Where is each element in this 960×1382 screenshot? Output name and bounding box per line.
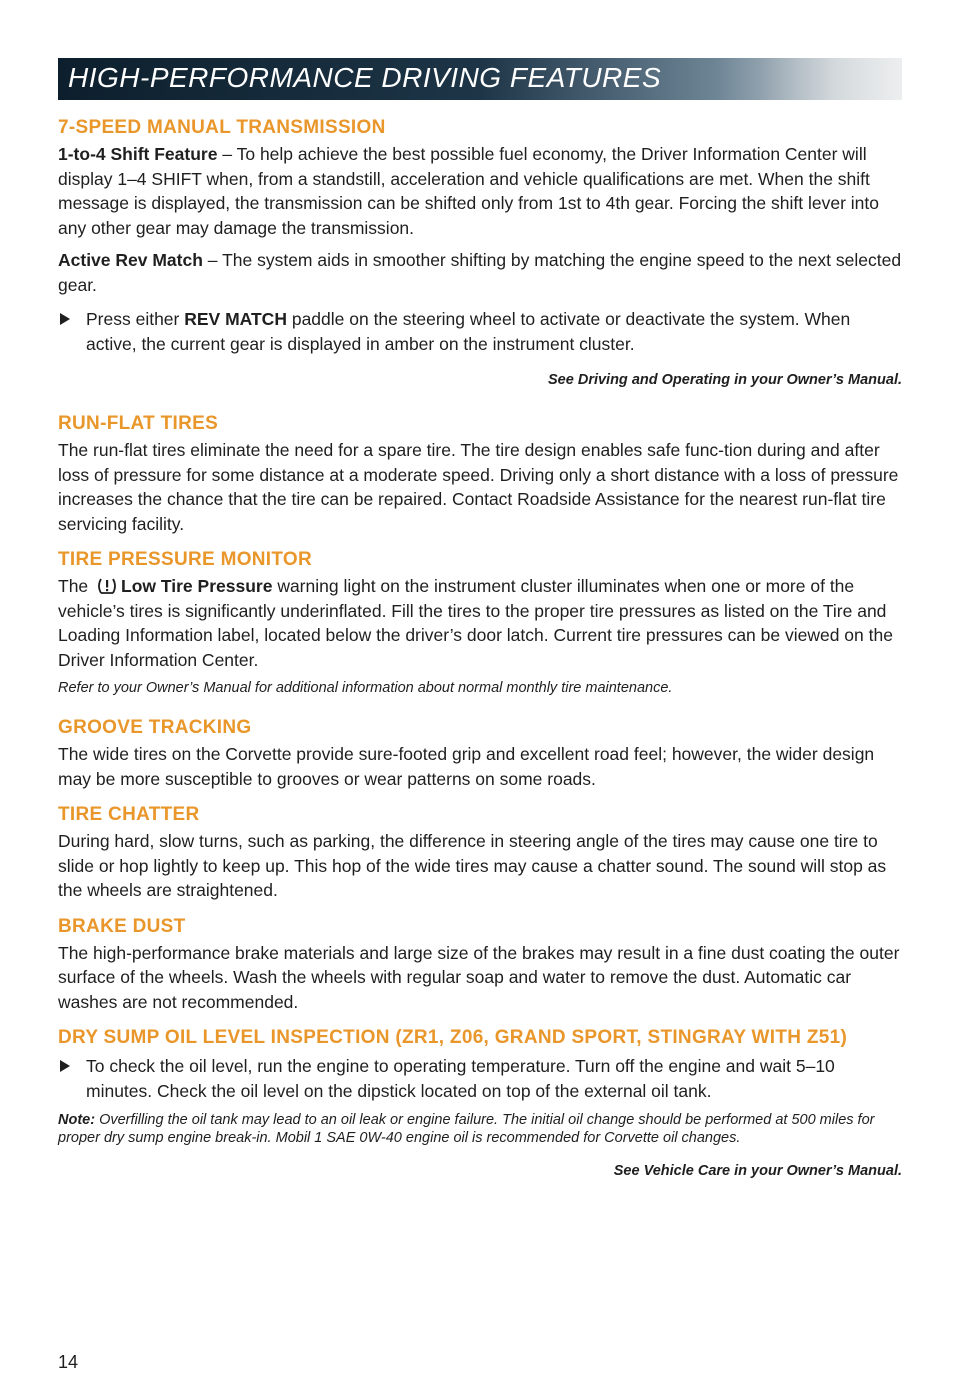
manual-transmission-heading: 7-SPEED MANUAL TRANSMISSION bbox=[58, 117, 386, 138]
run-flat-section bbox=[58, 412, 902, 536]
tire-chatter-text: During hard, slow turns, such as parking, the difference in steering angle of the tires may cause one tire to slide or hop lightly to keep up. This hop of the wide tires may cause a chatter sound. The sound will stop as the wheels are straightened. bbox=[58, 831, 887, 900]
bullet-arrow-icon bbox=[60, 313, 70, 325]
tire-pressure-section bbox=[58, 548, 902, 698]
oil-note-text: Overﬁlling the oil tank may lead to an oil leak or engine failure. The initial oil change should be performed at 500 miles for proper dry sump engine break-in. Mobil 1 SAE 0W-40 engine oil is recommended for Corvette oil changes. bbox=[58, 1112, 875, 1146]
rev-match-bullet-post: paddle on the steering wheel to activate or deactivate the system. When active, the current gear is displayed in amber on the instrument cluster. bbox=[86, 309, 851, 354]
oil-note-label: Note: bbox=[58, 1112, 96, 1128]
rev-match-bullet-term: REV MATCH bbox=[184, 309, 287, 329]
rev-match-bullet-pre: Press either bbox=[86, 309, 185, 329]
groove-tracking-heading: GROOVE TRACKING bbox=[58, 717, 252, 738]
shift-feature-text: – To help achieve the best possible fuel economy, the Driver Information Center will display 1–4 SHIFT when, from a standstill, acceleration and vehicle qualiﬁcations are met. When the shift message is displayed, the transmission can be shifted only from 1st to 4th gear. Forcing the shift lever into any other gear may damage the transmission. bbox=[58, 144, 879, 238]
shift-feature-paragraph bbox=[58, 142, 902, 240]
tire-chatter-section bbox=[58, 803, 902, 903]
bullet-arrow-icon bbox=[60, 1060, 70, 1072]
banner-title: HIGH-PERFORMANCE DRIVING FEATURES bbox=[68, 62, 662, 93]
low-tire-pressure-icon bbox=[96, 577, 118, 595]
dry-sump-bullet bbox=[58, 1054, 902, 1103]
dry-sump-section bbox=[58, 1026, 902, 1181]
run-flat-text: The run-ﬂat tires eliminate the need for a spare tire. The tire design enables safe func-tion during and after loss of pressure for some distance at a moderate speed. Driving only a short distance with a loss of pressure increases the chance that the tire can be repaired. Contact Roadside Assistance for the nearest run-ﬂat tire servicing facility. bbox=[58, 440, 899, 534]
rev-match-paragraph bbox=[58, 248, 902, 297]
tire-pressure-paragraph bbox=[58, 574, 902, 672]
rev-match-text: – The system aids in smoother shifting by matching the engine speed to the next selected gear. bbox=[58, 250, 902, 295]
dry-sump-bullet-text: To check the oil level, run the engine to operating temperature. Turn off the engine and wait 5–10 minutes. Check the oil level on the dipstick located on top of the external oil tank. bbox=[86, 1056, 835, 1101]
brake-dust-heading: BRAKE DUST bbox=[58, 915, 186, 937]
run-flat-heading: RUN-FLAT TIRES bbox=[58, 413, 219, 434]
rev-match-term: Active Rev Match bbox=[58, 250, 203, 270]
section-banner bbox=[58, 58, 902, 100]
rev-match-bullet bbox=[58, 307, 902, 356]
groove-tracking-text: The wide tires on the Corvette provide sure-footed grip and excellent road feel; however, the wider design may be more susceptible to grooves or wear patterns on some roads. bbox=[58, 744, 875, 789]
page-number: 14 bbox=[58, 1352, 79, 1372]
tire-pressure-pre: The bbox=[58, 576, 94, 596]
groove-tracking-section bbox=[58, 716, 902, 791]
oil-note bbox=[58, 1111, 902, 1147]
driving-operating-reference: See Driving and Operating in your Owner’s Manual. bbox=[548, 372, 902, 388]
tire-pressure-post: warning light on the instrument cluster illuminates when one or more of the vehicle’s tires is signiﬁcantly underinﬂated. Fill the tires to the proper tire pressures as listed on the Tire and Loading Information label, located below the driver’s door latch. Current tire pressures can be viewed on the Driver Information Center. bbox=[58, 576, 893, 670]
tire-pressure-term: Low Tire Pressure bbox=[121, 576, 273, 596]
manual-transmission-section bbox=[58, 116, 902, 390]
vehicle-care-reference: See Vehicle Care in your Owner’s Manual. bbox=[613, 1163, 902, 1179]
brake-dust-text: The high-performance brake materials and large size of the brakes may result in a ﬁne dust coating the outer surface of the wheels. Wash the wheels with regular soap and water to remove the dust. Automatic car washes are not recommended. bbox=[58, 942, 900, 1012]
tire-maintenance-reference: Refer to your Owner’s Manual for additional information about normal monthly tire maintenance. bbox=[58, 680, 673, 696]
dry-sump-heading: DRY SUMP OIL LEVEL INSPECTION (ZR1, Z06, GRAND SPORT, STINGRAY WITH Z51) bbox=[58, 1027, 848, 1048]
shift-feature-term: 1-to-4 Shift Feature bbox=[58, 144, 218, 164]
tire-pressure-heading: TIRE PRESSURE MONITOR bbox=[58, 549, 313, 570]
banner-shine bbox=[762, 58, 902, 100]
brake-dust-section bbox=[58, 915, 902, 1015]
tire-chatter-heading: TIRE CHATTER bbox=[58, 804, 200, 825]
page-content bbox=[58, 58, 902, 1181]
